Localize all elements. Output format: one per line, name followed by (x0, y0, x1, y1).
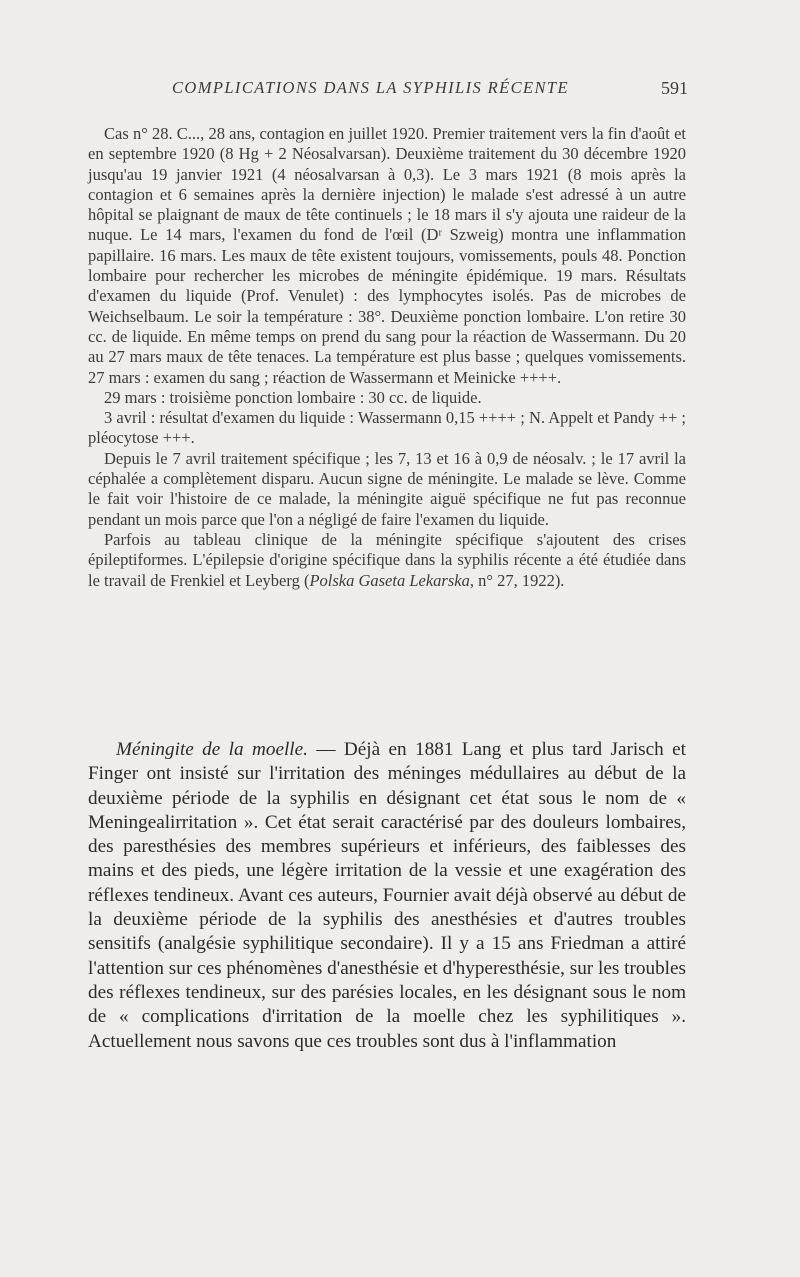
main-section (88, 738, 686, 1054)
section-title: Méningite de la moelle. (116, 739, 308, 760)
section-paragraph (88, 738, 686, 1054)
case-paragraph-5-end: , n° 27, 1922). (469, 570, 565, 590)
page-number: 591 (661, 78, 688, 98)
journal-title: Polska Gaseta Lekarska (309, 570, 470, 590)
case-paragraph-3: 3 avril : résultat d'examen du liquide : Wassermann 0,15 ++++ ; N. Appelt et Pandy ++ ; pléocytose +++. (88, 408, 686, 448)
page-header (88, 78, 688, 106)
running-head: COMPLICATIONS DANS LA SYPHILIS RÉCENTE (172, 78, 569, 97)
section-body: — Déjà en 1881 Lang et plus tard Jarisch et Finger ont insisté sur l'irritation des méninges médullaires au début de la deuxième période de la syphilis en désignant cet état sous le nom de « Meningealirritation ». Cet état serait caractérisé par des douleurs lombaires, des paresthésies des membres supérieurs et inférieurs, des faiblesses des mains et des pieds, une légère irritation de la vessie et une exagération des réflexes tendineux. Avant ces auteurs, Fournier avait déjà observé au début de la deuxième période de la syphilis des anesthésies et d'autres troubles sensitifs (analgésie syphilitique secondaire). Il y a 15 ans Friedman a attiré l'attention sur ces phénomènes d'anesthésie et d'hyperesthésie, sur les troubles des réflexes tendineux, sur des parésies locales, en les désignant sous le nom de « complications d'irritation de la moelle chez les syphilitiques ». Actuellement nous savons que ces troubles sont dus à l'inflammation (88, 739, 686, 1052)
case-report (88, 124, 686, 591)
case-paragraph-2: 29 mars : troisième ponction lombaire : 30 cc. de liquide. (104, 387, 482, 407)
case-paragraph-5 (88, 530, 686, 591)
case-paragraph-1: Cas n° 28. C..., 28 ans, contagion en juillet 1920. Premier traitement vers la fin d'août et en septembre 1920 (8 Hg + 2 Néosalvarsan). Deuxième traitement du 30 décembre 1920 jusqu'au 19 janvier 1921 (4 néosalvarsan à 0,3). Le 3 mars 1921 (8 mois après la contagion et 6 semaines après la dernière injection) le malade s'est adressé à un autre hôpital se plaignant de maux de tête continuels ; le 18 mars il s'y ajouta une raideur de la nuque. Le 14 mars, l'examen du fond de l'œil (Dʳ Szweig) montra une inflammation papillaire. 16 mars. Les maux de tête existent toujours, vomissements, pouls 48. Ponction lombaire pour rechercher les microbes de méningite épidémique. 19 mars. Résultats d'examen du liquide (Prof. Venulet) : des lymphocytes isolés. Pas de microbes de Weichselbaum. Le soir la température : 38°. Deuxième ponction lombaire. L'on retire 30 cc. de liquide. En même temps on prend du sang pour la réaction de Wassermann. Du 20 au 27 mars maux de tête tenaces. La température est plus basse ; quelques vomissements. 27 mars : examen du sang ; réaction de Wassermann et Meinicke ++++. (88, 124, 686, 387)
case-paragraph-4: Depuis le 7 avril traitement spécifique ; les 7, 13 et 16 à 0,9 de néosalv. ; le 17 avril la céphalée a complètement disparu. Aucun signe de méningite. Le malade se lève. Comme le fait voir l'histoire de ce malade, la méningite aiguë spécifique ne fut pas reconnue pendant un mois parce que l'on a négligé de faire l'examen du liquide. (88, 448, 686, 529)
case-paragraph-5-text: Parfois au tableau clinique de la méningite spécifique s'ajoutent des crises épileptiformes. L'épilepsie d'origine spécifique dans la syphilis récente a été étudiée dans le travail de Frenkiel et Leyberg ( (88, 529, 686, 590)
